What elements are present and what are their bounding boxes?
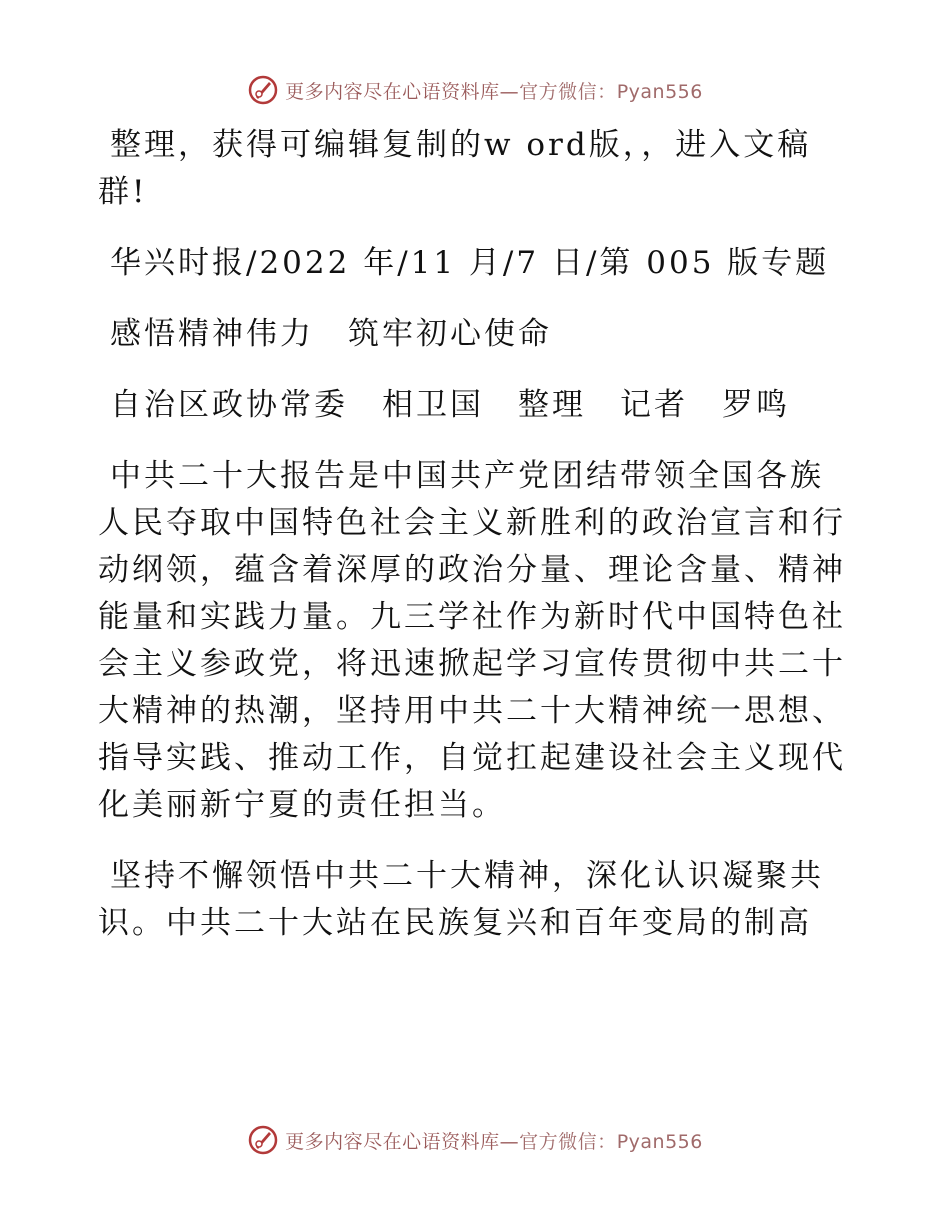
- banner-site-text: 更多内容尽在心语资料库—: [285, 80, 520, 103]
- quill-seal-icon: [247, 1124, 279, 1156]
- banner-wechat-id: Pyan556: [616, 1130, 703, 1153]
- document-body: [98, 122, 850, 971]
- banner-wechat-id: Pyan556: [616, 80, 703, 103]
- banner-site-text: 更多内容尽在心语资料库—: [285, 1130, 520, 1153]
- byline: 自治区政协常委 相卫国 整理 记者 罗鸣: [110, 387, 790, 423]
- header-watermark-banner: [0, 70, 950, 110]
- footer-watermark-banner: [0, 1120, 950, 1160]
- banner-wechat-label: 官方微信：: [519, 1130, 617, 1153]
- quill-seal-icon: [247, 74, 279, 106]
- source-line: 华兴时报/2022 年/11 月/7 日/第 005 版专题: [110, 245, 830, 281]
- banner-wechat-label: 官方微信：: [519, 80, 617, 103]
- banner-text: [285, 77, 703, 104]
- intro-paragraph: 整理，获得可编辑复制的w ord版，，进入文稿群!: [98, 127, 812, 210]
- body-paragraph-2: 坚持不懈领悟中共二十大精神，深化认识凝聚共识。中共二十大站在民族复兴和百年变局的制高: [98, 858, 824, 941]
- banner-text: [285, 1127, 703, 1154]
- article-title: 感悟精神伟力 筑牢初心使命: [110, 316, 552, 352]
- body-paragraph-1: 中共二十大报告是中国共产党团结带领全国各族人民夺取中国特色社会主义新胜利的政治宣言和行动纲领，蕴含着深厚的政治分量、理论含量、精神能量和实践力量。九三学社作为新时代中国特色社会主义参政党，将迅速掀起学习宣传贯彻中共二十大精神的热潮，坚持用中共二十大精神统一思想、指导实践、推动工作，自觉扛起建设社会主义现代化美丽新宁夏的责任担当。: [98, 458, 846, 823]
